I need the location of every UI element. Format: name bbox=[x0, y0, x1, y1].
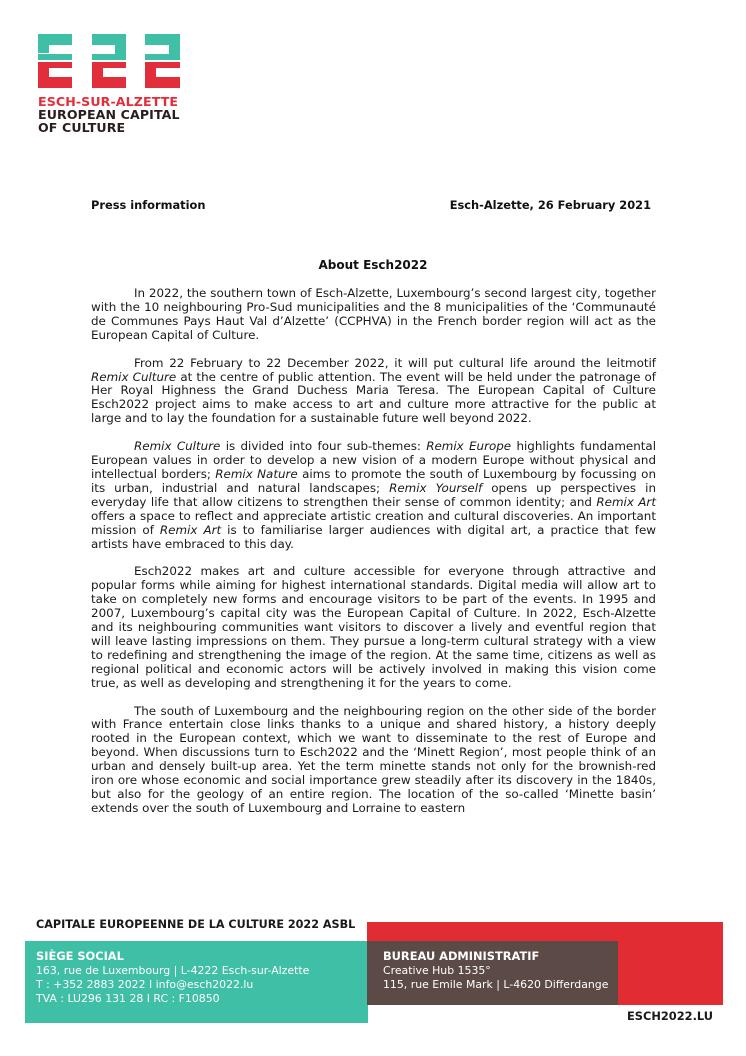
paragraph-text: The south of Luxembourg and the neighbouring region on the other side of the border with France entertain close links thanks to a unique and shared history, a history deeply rooted in the European context, which we want to disseminate to the rest of Europe and beyond. When discussions turn to Esch2022 and the ‘Minett Region’, most people think of an urban and densely built-up area. Yet the term minette stands not only for the brownish-red iron ore whose economic and social importance grew steadily after its discovery in the 1840s, but also for the geology of an entire region. The location of the so-called ‘Minette basin’ extends over the south of Luxembourg and Lorraine to eastern bbox=[91, 703, 656, 815]
document-title: About Esch2022 bbox=[318, 258, 428, 272]
paragraph-text: opens up perspectives in everyday life that allow citizens to strengthen their sense of common identity; and bbox=[91, 480, 656, 509]
paragraph-emphasis: Remix Art bbox=[159, 522, 222, 537]
logo-line-1: ESCH-SUR-ALZETTE bbox=[38, 94, 179, 109]
bureau-heading: BUREAU ADMINISTRATIF bbox=[383, 949, 540, 963]
siege-tax: TVA : LU296 131 28 I RC : F10850 bbox=[36, 992, 220, 1005]
paragraph-emphasis: Remix Nature bbox=[215, 466, 298, 481]
logo-line-2: EUROPEAN CAPITAL bbox=[38, 107, 180, 123]
paragraph-emphasis: Remix Europe bbox=[426, 439, 512, 454]
paragraph bbox=[91, 357, 656, 427]
logo-digit-2-a bbox=[92, 34, 126, 88]
paragraph-text: highlights fundamental European values in order to develop a new vision of a modern Europe without physical and intellectual borders; bbox=[91, 439, 657, 481]
bureau-line-2: 115, rue Emile Mark | L-4620 Differdange bbox=[383, 978, 609, 991]
paragraph bbox=[91, 440, 656, 551]
logo-wordmark bbox=[38, 95, 183, 135]
esch2022-logo-icon bbox=[38, 34, 180, 88]
paragraph-emphasis: Remix Yourself bbox=[389, 480, 483, 495]
press-header bbox=[91, 198, 651, 212]
paragraph-emphasis: Remix Culture bbox=[134, 439, 221, 454]
paragraph-text: In 2022, the southern town of Esch-Alzette, Luxembourg’s second largest city, together with the 10 neighbouring Pro-Sud municipalities and the 8 municipalities of the ‘Communauté de Communes Pays Haut Val d’Alzette’ (CCPHVA) in the French border region will act as the European Capital of Culture. bbox=[91, 286, 656, 342]
website-link[interactable]: ESCH2022.LU bbox=[626, 1009, 713, 1023]
paragraph-text: at the centre of public attention. The event will be held under the patronage of Her Royal Highness the Grand Duchess Maria Teresa. The European Capital of Culture Esch2022 project aims to make access to art and culture more attractive for the public at large and to lay the foundation for a sustainable future well beyond 2022. bbox=[91, 369, 656, 426]
siege-contact: T : +352 2883 2022 I info@esch2022.lu bbox=[36, 978, 254, 991]
footer-siege-social bbox=[25, 941, 368, 1023]
press-date: Esch-Alzette, 26 February 2021 bbox=[449, 198, 651, 212]
paragraph-text: From 22 February to 22 December 2022, it will put cultural life around the leitmotif bbox=[134, 355, 656, 370]
document-body bbox=[91, 287, 656, 830]
paragraph-emphasis: Remix Culture bbox=[91, 369, 177, 384]
paragraph-text: is divided into four sub-themes: bbox=[220, 439, 427, 454]
paragraph bbox=[91, 287, 656, 343]
siege-address: 163, rue de Luxembourg | L-4222 Esch-sur-Alzette bbox=[36, 964, 310, 977]
paragraph-text: is to familiarise larger audiences with digital art, a practice that few artists have embraced to this day. bbox=[91, 522, 656, 551]
paragraph-text: offers a space to reflect and appreciate artistic creation and cultural discoveries. An important mission of bbox=[91, 508, 656, 537]
footer-bureau-administratif bbox=[367, 941, 618, 1005]
paragraph-text: Esch2022 makes art and culture accessible for everyone through attractive and popular forms while aiming for highest international standards. Digital media will allow art to take on completely new forms and encourage visitors to be part of the events. In 1995 and 2007, Luxembourg’s capital city was the European Capital of Culture. In 2022, Esch-Alzette and its neighbouring communities want visitors to discover a lively and eventful region that will leave lasting impressions on them. They pursue a long-term cultural strategy with a view to redefining and strengthening the image of the region. At the same time, citizens as well as regional political and economic actors will be actively involved in making this vision come true, as well as developing and strengthening it for the years to come. bbox=[91, 564, 656, 690]
siege-heading: SIÈGE SOCIAL bbox=[36, 949, 124, 963]
logo-line-3: OF CULTURE bbox=[38, 120, 126, 136]
paragraph bbox=[91, 705, 656, 816]
logo-digit-2-b bbox=[145, 34, 180, 88]
paragraph-emphasis: Remix Art bbox=[596, 494, 656, 509]
footer-organization: CAPITALE EUROPEENNE DE LA CULTURE 2022 ASBL bbox=[36, 918, 356, 931]
press-label: Press information bbox=[91, 198, 206, 212]
paragraph-text: aims to promote the south of Luxembourg by focussing on its urban, industrial and natural landscapes; bbox=[91, 466, 656, 495]
paragraph bbox=[91, 565, 656, 690]
bureau-line-1: Creative Hub 1535° bbox=[383, 964, 491, 977]
logo-letter-e bbox=[38, 34, 72, 88]
logo bbox=[38, 34, 183, 135]
